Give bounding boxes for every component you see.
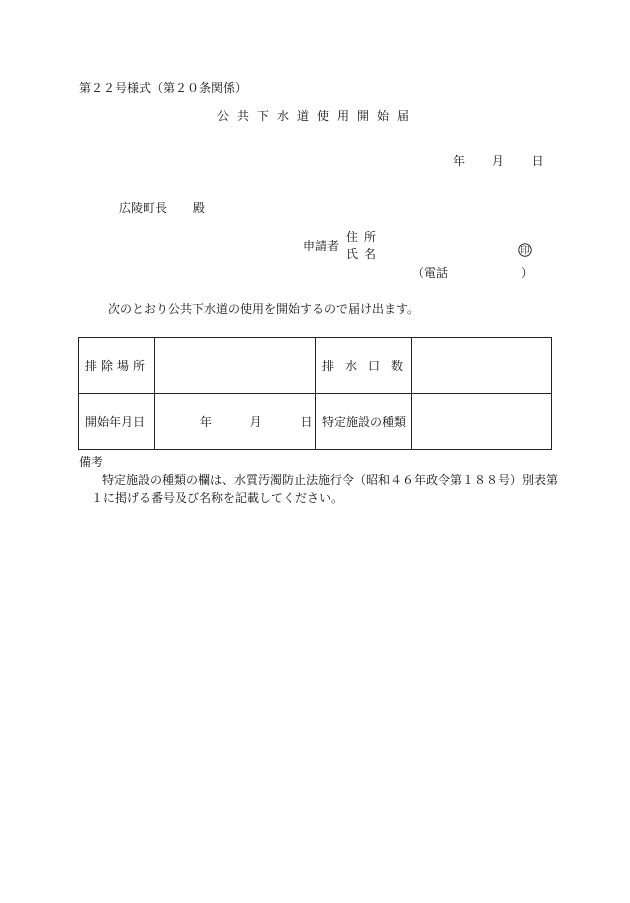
start-date-month: 月 [249, 415, 262, 429]
start-date-year: 年 [199, 415, 212, 429]
drain-count-label: 排水口数 [316, 338, 412, 394]
address-label: 住所 [346, 230, 383, 244]
submission-date [453, 155, 544, 167]
facility-type-field[interactable] [412, 394, 552, 450]
drain-location-label: 排除場所 [79, 338, 155, 394]
form-number: 第２２号様式（第２０条関係） [79, 81, 248, 95]
start-date-field[interactable] [155, 394, 316, 450]
form-table [78, 337, 552, 450]
drain-location-field[interactable] [155, 338, 316, 394]
start-date-day: 日 [300, 415, 313, 429]
start-date-label: 開始年月日 [79, 394, 155, 450]
body-text: 次のとおり公共下水道の使用を開始するので届け出ます。 [108, 302, 420, 316]
table-row [79, 394, 552, 450]
addressee-name: 広陵町長 [119, 201, 168, 215]
date-month-label: 月 [491, 154, 504, 168]
drain-count-field[interactable] [412, 338, 552, 394]
phone-label: （電話 [412, 266, 449, 280]
seal-char: 印 [520, 245, 530, 257]
remarks-line-1: 特定施設の種類の欄は、水質汚濁防止法施行令（昭和４６年政令第１８８号）別表第 [102, 473, 559, 487]
seal-icon [518, 243, 532, 257]
facility-type-label: 特定施設の種類 [316, 394, 412, 450]
document-title: 公共下水道使用開始届 [217, 109, 418, 123]
addressee-honorific: 殿 [192, 201, 205, 215]
remarks-title: 備考 [79, 455, 104, 469]
date-year-label: 年 [453, 154, 466, 168]
addressee [119, 202, 205, 214]
name-label: 氏名 [346, 247, 383, 261]
date-day-label: 日 [531, 154, 544, 168]
applicant-label: 申請者 [303, 239, 340, 253]
remarks-line-2: １に掲げる番号及び名称を記載してください。 [91, 491, 344, 505]
table-row [79, 338, 552, 394]
phone-close-paren: ） [521, 266, 534, 280]
